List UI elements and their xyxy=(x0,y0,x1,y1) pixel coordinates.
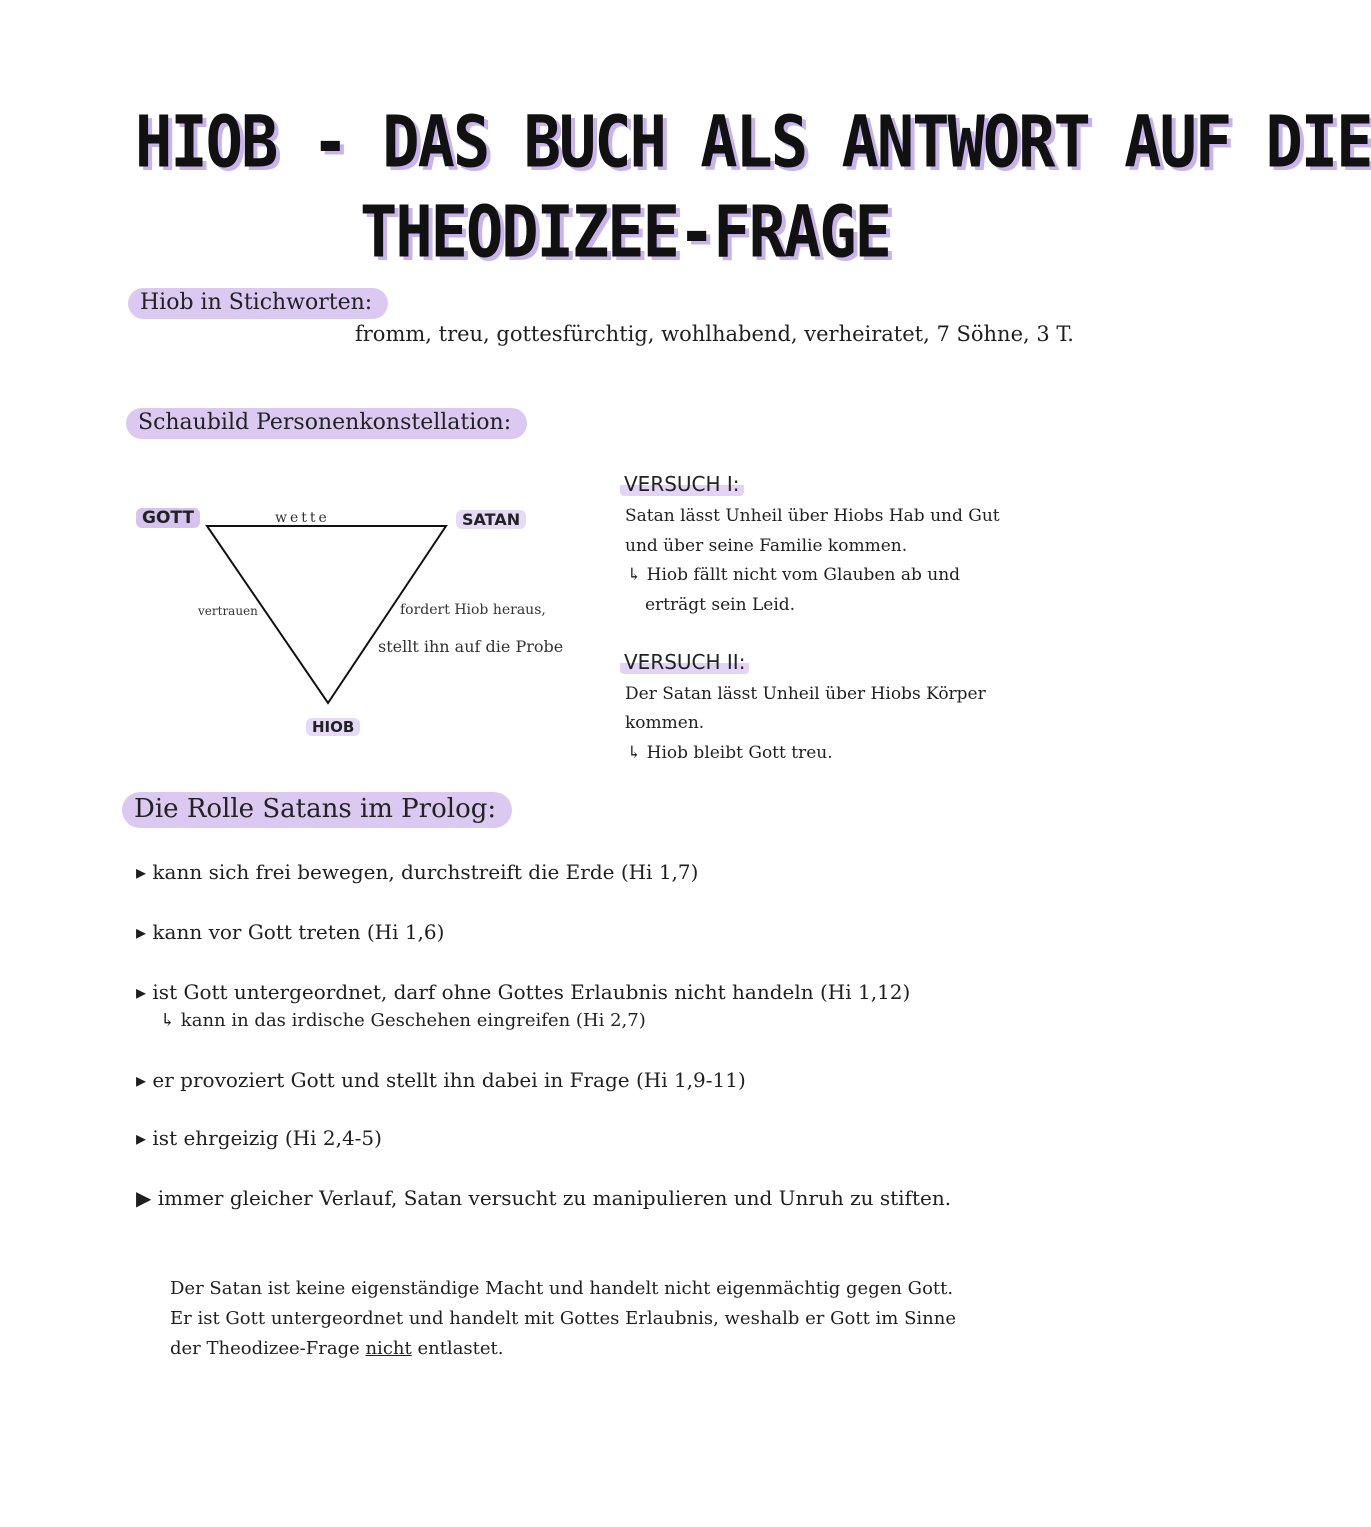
summary-line3 xyxy=(170,1334,504,1364)
bullet-arrow-icon: ▸ xyxy=(136,980,147,1004)
versuch1-line4: erträgt sein Leid. xyxy=(645,595,796,615)
rolle-bullet-3 xyxy=(136,980,910,1004)
rolle-bullet-1 xyxy=(136,860,698,884)
rolle-bullet-2-text: kann vor Gott treten (Hi 1,6) xyxy=(152,920,445,944)
rolle-bullet-3-text: ist Gott untergeordnet, darf ohne Gottes Erlaubnis nicht handeln (Hi 1,12) xyxy=(152,980,911,1004)
versuch2-line3: ↳ Hiob bleibt Gott treu. xyxy=(627,743,833,763)
rolle-conclusion-text: immer gleicher Verlauf, Satan versucht zu manipulieren und Unruh zu stiften. xyxy=(157,1186,952,1210)
keywords-text: fromm, treu, gottesfürchtig, wohlhabend, verheiratet, 7 Söhne, 3 T. xyxy=(355,322,1074,346)
rolle-bullet-5-text: ist ehrgeizig (Hi 2,4-5) xyxy=(152,1126,382,1150)
bullet-arrow-icon: ▸ xyxy=(136,1126,147,1150)
node-gott: GOTT xyxy=(136,508,200,528)
summary-line2: Er ist Gott untergeordnet und handelt mit Gottes Erlaubnis, weshalb er Gott im Sinne xyxy=(170,1308,956,1329)
bullet-arrow-icon: ▸ xyxy=(136,920,147,944)
rolle-bullet-4-text: er provoziert Gott und stellt ihn dabei in Frage (Hi 1,9-11) xyxy=(152,1068,746,1092)
rolle-bullet-3-sub: ↳ kann in das irdische Geschehen eingreifen (Hi 2,7) xyxy=(160,1010,646,1031)
node-hiob: HIOB xyxy=(306,718,360,736)
versuch1-line1: Satan lässt Unheil über Hiobs Hab und Gut xyxy=(625,506,1000,526)
versuch1-line2: und über seine Familie kommen. xyxy=(625,536,908,556)
schaubild-heading: Schaubild Personenkonstellation: xyxy=(126,408,527,439)
rolle-bullet-5 xyxy=(136,1126,382,1150)
edge-label-vertrauen: vertrauen xyxy=(198,604,258,618)
summary-emphasis-nicht: nicht xyxy=(365,1338,412,1359)
rolle-bullet-4 xyxy=(136,1068,746,1092)
versuch2-line2: kommen. xyxy=(625,713,705,733)
rolle-heading: Die Rolle Satans im Prolog: xyxy=(122,792,512,828)
versuch1-line3: ↳ Hiob fällt nicht vom Glauben ab und xyxy=(627,565,961,585)
rolle-bullet-1-text: kann sich frei bewegen, durchstreift die Erde (Hi 1,7) xyxy=(152,860,699,884)
edge-label-satan-hiob-1: fordert Hiob heraus, xyxy=(400,602,546,618)
summary-line3-post: entlastet. xyxy=(411,1338,504,1359)
node-satan: SATAN xyxy=(456,510,526,529)
versuch1-heading: VERSUCH I: xyxy=(620,472,744,496)
summary-line1: Der Satan ist keine eigenständige Macht und handelt nicht eigenmächtig gegen Gott. xyxy=(170,1278,954,1299)
bullet-arrow-icon: ▸ xyxy=(136,1068,147,1092)
page-title-line2: THEODIZEE-FRAGE xyxy=(360,190,890,274)
rolle-conclusion xyxy=(136,1186,951,1210)
edge-label-satan-hiob-2: stellt ihn auf die Probe xyxy=(378,637,564,656)
summary-line3-pre: der Theodizee-Frage xyxy=(170,1338,366,1359)
keywords-heading: Hiob in Stichworten: xyxy=(128,288,388,319)
bullet-arrow-icon: ▸ xyxy=(136,860,147,884)
rolle-bullet-2 xyxy=(136,920,444,944)
page-title-line1: HIOB - DAS BUCH ALS ANTWORT AUF DIE xyxy=(135,100,1371,184)
versuch2-heading: VERSUCH II: xyxy=(620,650,749,674)
edge-label-wette: wette xyxy=(275,510,330,526)
big-arrow-icon: ▶ xyxy=(136,1186,152,1210)
versuch2-line1: Der Satan lässt Unheil über Hiobs Körper xyxy=(625,684,986,704)
